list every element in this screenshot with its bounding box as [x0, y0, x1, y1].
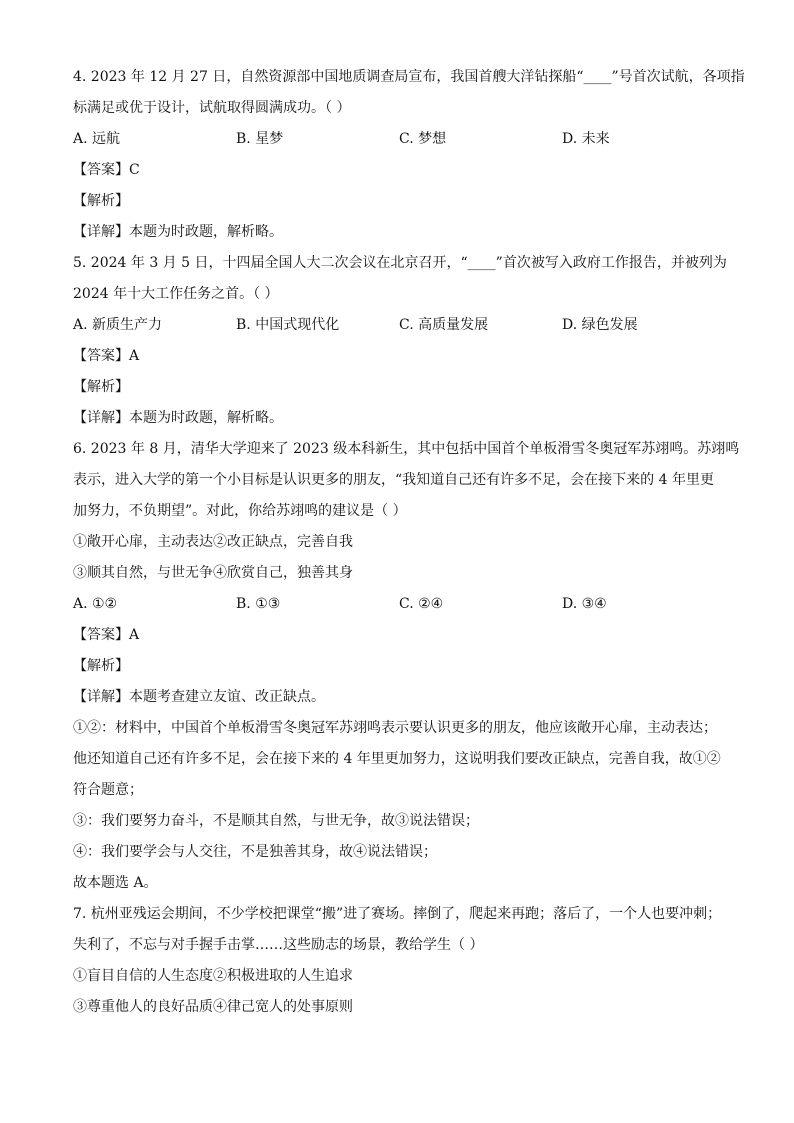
q6-conclusion: 故本题选 A。	[73, 875, 158, 891]
q4-answer: 【答案】C	[73, 162, 140, 178]
q6-stem-line-1: 6. 2023 年 8 月，清华大学迎来了 2023 级本科新生，其中包括中国首个单板滑雪冬奥冠军苏翊鸣。苏翊鸣	[73, 441, 740, 457]
q5-detail: 【详解】本题为时政题，解析略。	[73, 410, 283, 426]
q6-option-a: A. ①②	[73, 596, 118, 612]
q6-option-c: C. ②④	[399, 596, 444, 612]
q4-option-b: B. 星梦	[236, 131, 284, 147]
q6-explain-line-4: ③：我们要努力奋斗，不是顺其自然，与世无争，故③说法错误；	[73, 813, 479, 829]
q6-choice-line-1: ①敞开心扉，主动表达②改正缺点，完善自我	[73, 534, 353, 550]
q5-option-b: B. 中国式现代化	[236, 317, 340, 333]
q4-option-d: D. 未来	[562, 131, 610, 147]
q5-option-a: A. 新质生产力	[73, 317, 163, 333]
q6-detail: 【详解】本题考查建立友谊、改正缺点。	[73, 689, 325, 705]
q5-stem-line-2: 2024 年十大工作任务之首。（ ）	[73, 286, 279, 302]
q6-option-b: B. ①③	[236, 596, 281, 612]
document-page	[73, 62, 745, 1023]
q5-answer: 【答案】A	[73, 348, 140, 364]
q6-stem-line-2: 表示，进入大学的第一个小目标是认识更多的朋友，“我知道自己还有许多不足，会在接下来的 4 年里更	[73, 472, 714, 488]
q6-explain-line-5: ④：我们要学会与人交往，不是独善其身，故④说法错误；	[73, 844, 437, 860]
q5-analysis: 【解析】	[73, 379, 129, 395]
q5-option-c: C. 高质量发展	[399, 317, 489, 333]
q6-choice-line-2: ③顺其自然，与世无争④欣赏自己，独善其身	[73, 565, 353, 581]
q7-stem-line-1: 7. 杭州亚残运会期间，不少学校把课堂“搬”进了赛场。摔倒了，爬起来再跑；落后了，一个人也要冲刺；	[73, 906, 722, 922]
q7-choice-line-1: ①盲目自信的人生态度②积极进取的人生追求	[73, 968, 353, 984]
q7-choice-line-2: ③尊重他人的良好品质④律己宽人的处事原则	[73, 999, 353, 1015]
q6-answer: 【答案】A	[73, 627, 140, 643]
q6-options	[73, 589, 733, 620]
q6-explain-line-3: 符合题意；	[73, 782, 143, 798]
q5-options	[73, 310, 733, 341]
q6-option-d: D. ③④	[562, 596, 607, 612]
q6-stem-line-3: 加努力，不负期望”。对此，你给苏翊鸣的建议是（ ）	[73, 503, 407, 519]
q4-option-c: C. 梦想	[399, 131, 447, 147]
q4-analysis: 【解析】	[73, 193, 129, 209]
q7-stem-line-2: 失利了，不忘与对手握手击掌……这些励志的场景，教给学生（ ）	[73, 937, 484, 953]
q5-option-d: D. 绿色发展	[562, 317, 638, 333]
q6-explain-line-1: ①②：材料中，中国首个单板滑雪冬奥冠军苏翊鸣表示要认识更多的朋友，他应该敞开心扉，主动表达；	[73, 720, 717, 736]
q4-stem-line-1: 4. 2023 年 12 月 27 日，自然资源部中国地质调查局宣布，我国首艘大洋钻探船“____”号首次试航，各项指	[73, 69, 745, 85]
q4-stem-line-2: 标满足或优于设计，试航取得圆满成功。（ ）	[73, 100, 351, 116]
q5-stem-line-1: 5. 2024 年 3 月 5 日，十四届全国人大二次会议在北京召开，“____”首次被写入政府工作报告，并被列为	[73, 255, 727, 271]
q4-options	[73, 124, 733, 155]
q4-option-a: A. 远航	[73, 131, 121, 147]
q6-analysis: 【解析】	[73, 658, 129, 674]
q4-detail: 【详解】本题为时政题，解析略。	[73, 224, 283, 240]
q6-explain-line-2: 他还知道自己还有许多不足，会在接下来的 4 年里更加努力，这说明我们要改正缺点，完善自我，故①②	[73, 751, 721, 767]
